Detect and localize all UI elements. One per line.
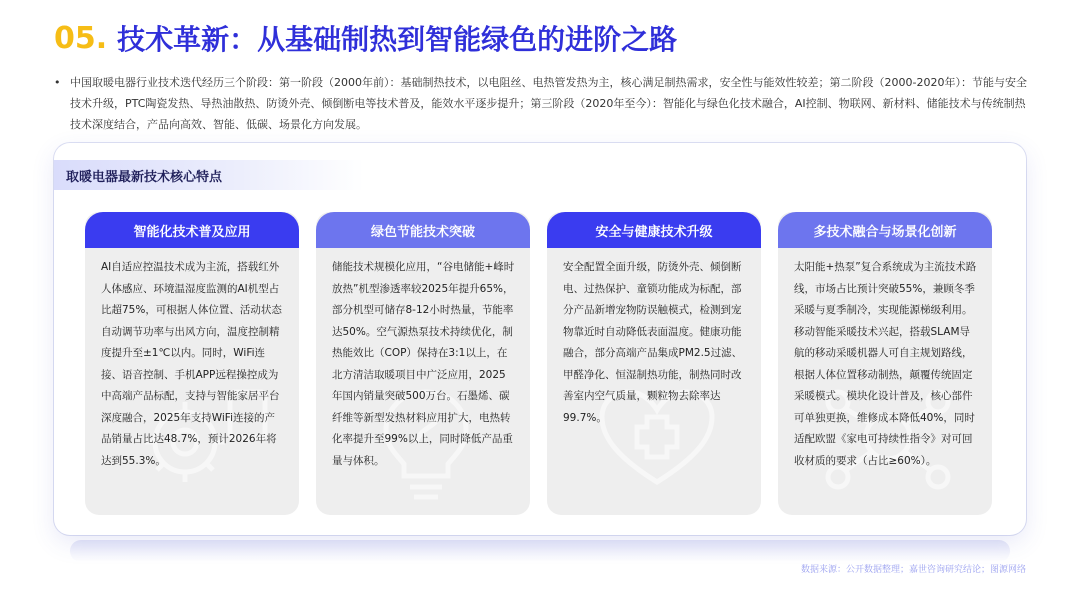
data-source-note: 数据来源：公开数据整理；嘉世咨询研究结论；图源网络 <box>800 565 1026 575</box>
section-number: 05. <box>54 20 108 56</box>
bullet-icon: • <box>54 76 61 89</box>
feature-card-green <box>316 212 530 515</box>
feature-card-fusion <box>778 212 992 515</box>
section-title: 技术革新：从基础制热到智能绿色的进阶之路 <box>117 23 678 56</box>
features-panel <box>54 143 1026 535</box>
feature-card-smart <box>85 212 299 515</box>
panel-header: 取暖电器最新技术核心特点 <box>54 160 364 190</box>
card-body-green: 储能技术规模化应用，“谷电储能+峰时放热”机型渗透率较2025年提升65%，部分机型可储存8-12小时热量，节能率达50%。空气源热泵技术持续优化，制热能效比（COP）保持在3:1以上，在北方清洁取暖项目中广泛应用，2025年国内销量突破500万台。石墨烯、碳纤维等新型发热材料应用扩大，电热转化率提升至99%以上，同时降低产品重量与体积。 <box>332 261 515 467</box>
card-body-fusion: 太阳能+热泵”复合系统成为主流技术路线，市场占比预计突破55%，兼顾冬季采暖与夏季制冷，实现能源梯级利用。移动智能采暖技术兴起，搭载SLAM导航的移动采暖机器人可自主规划路线，根据人体位置移动制热，颠覆传统固定采暖模式。模块化设计普及，核心部件可单独更换，维修成本降低40%，同时适配欧盟《家电可持续性指令》对可回收材质的要求（占比≥60%）。 <box>794 261 977 467</box>
card-title-safety: 安全与健康技术升级 <box>547 212 761 248</box>
card-title-smart: 智能化技术普及应用 <box>85 212 299 248</box>
card-title-green: 绿色节能技术突破 <box>316 212 530 248</box>
card-body-smart: AI自适应控温技术成为主流，搭载红外人体感应、环境温湿度监测的AI机型占比超75%，可根据人体位置、活动状态自动调节功率与出风方向，温度控制精度提升至±1℃以内。同时，WiFi连接、语音控制、手机APP远程操控成为中高端产品标配，支持与智能家居平台深度融合，2025年支持WiFi连接的产品销量占比达48.7%，预计2026年将达到55.3%。 <box>101 261 282 467</box>
panel-shadow <box>70 540 1010 562</box>
intro-text: 中国取暖电器行业技术迭代经历三个阶段：第一阶段（2000年前）：基础制热技术，以电阻丝、电热管发热为主，核心满足制热需求，安全性与能效性较差；第二阶段（2000-2020年）：节能与安全技术升级，PTC陶瓷发热、导热油散热、防烫外壳、倾倒断电等技术普及，能效水平逐步提升；第三阶段（2020年至今）：智能化与绿色化技术融合，AI控制、物联网、新材料、储能技术与传统制热技术深度结合，产品向高效、智能、低碳、场景化方向发展。 <box>70 76 1027 131</box>
page-title <box>54 18 677 58</box>
feature-card-safety <box>547 212 761 515</box>
card-body-safety: 安全配置全面升级，防烫外壳、倾倒断电、过热保护、童锁功能成为标配，部分产品新增宠物防误触模式，检测到宠物靠近时自动降低表面温度。健康功能融合，部分高端产品集成PM2.5过滤、甲醛净化、恒湿制热功能，制热同时改善室内空气质量，颗粒物去除率达99.7%。 <box>563 261 743 424</box>
intro-paragraph <box>54 72 1034 135</box>
card-title-fusion: 多技术融合与场景化创新 <box>778 212 992 248</box>
